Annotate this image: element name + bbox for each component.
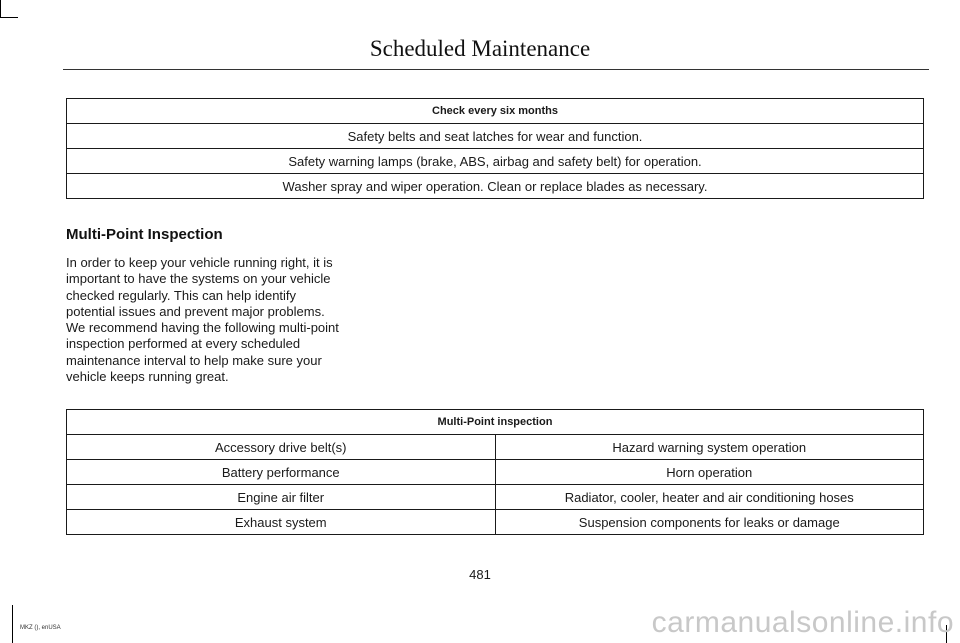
table-row [67, 485, 924, 510]
table-row [67, 510, 924, 535]
table-cell: Horn operation [495, 460, 924, 485]
table-cell: Engine air filter [67, 485, 496, 510]
footer-code: MKZ (), enUSA [20, 625, 61, 631]
table-row [67, 435, 924, 460]
multi-point-inspection-table [66, 409, 924, 535]
header-rule [63, 69, 929, 70]
table-cell: Suspension components for leaks or damage [495, 510, 924, 535]
watermark: carmanualsonline.info [651, 606, 954, 639]
crop-mark [0, 17, 18, 18]
crop-mark [0, 0, 1, 18]
table-row [67, 149, 924, 174]
crop-mark [12, 605, 13, 643]
page-number: 481 [469, 567, 491, 582]
table-heading: Multi-Point inspection [67, 410, 924, 435]
intro-paragraph: In order to keep your vehicle running right, it is important to have the systems on your vehicle checked regularly. This can help identify potential issues and prevent major problems. We recommend having the following multi-point inspection performed at every scheduled maintenance interval to help make sure your vehicle keeps running great. [66, 255, 339, 385]
table-cell: Battery performance [67, 460, 496, 485]
table-row [67, 460, 924, 485]
table-cell: Safety belts and seat latches for wear and function. [67, 124, 924, 149]
page-title: Scheduled Maintenance [369, 36, 591, 61]
table-cell: Exhaust system [67, 510, 496, 535]
section-heading: Multi-Point Inspection [66, 226, 223, 243]
table-row [67, 174, 924, 199]
table-cell: Safety warning lamps (brake, ABS, airbag and safety belt) for operation. [67, 149, 924, 174]
table-heading: Check every six months [67, 99, 924, 124]
table-cell: Washer spray and wiper operation. Clean or replace blades as necessary. [67, 174, 924, 199]
table-row [67, 124, 924, 149]
six-month-check-table [66, 98, 924, 199]
table-cell: Radiator, cooler, heater and air conditioning hoses [495, 485, 924, 510]
table-cell: Hazard warning system operation [495, 435, 924, 460]
table-cell: Accessory drive belt(s) [67, 435, 496, 460]
